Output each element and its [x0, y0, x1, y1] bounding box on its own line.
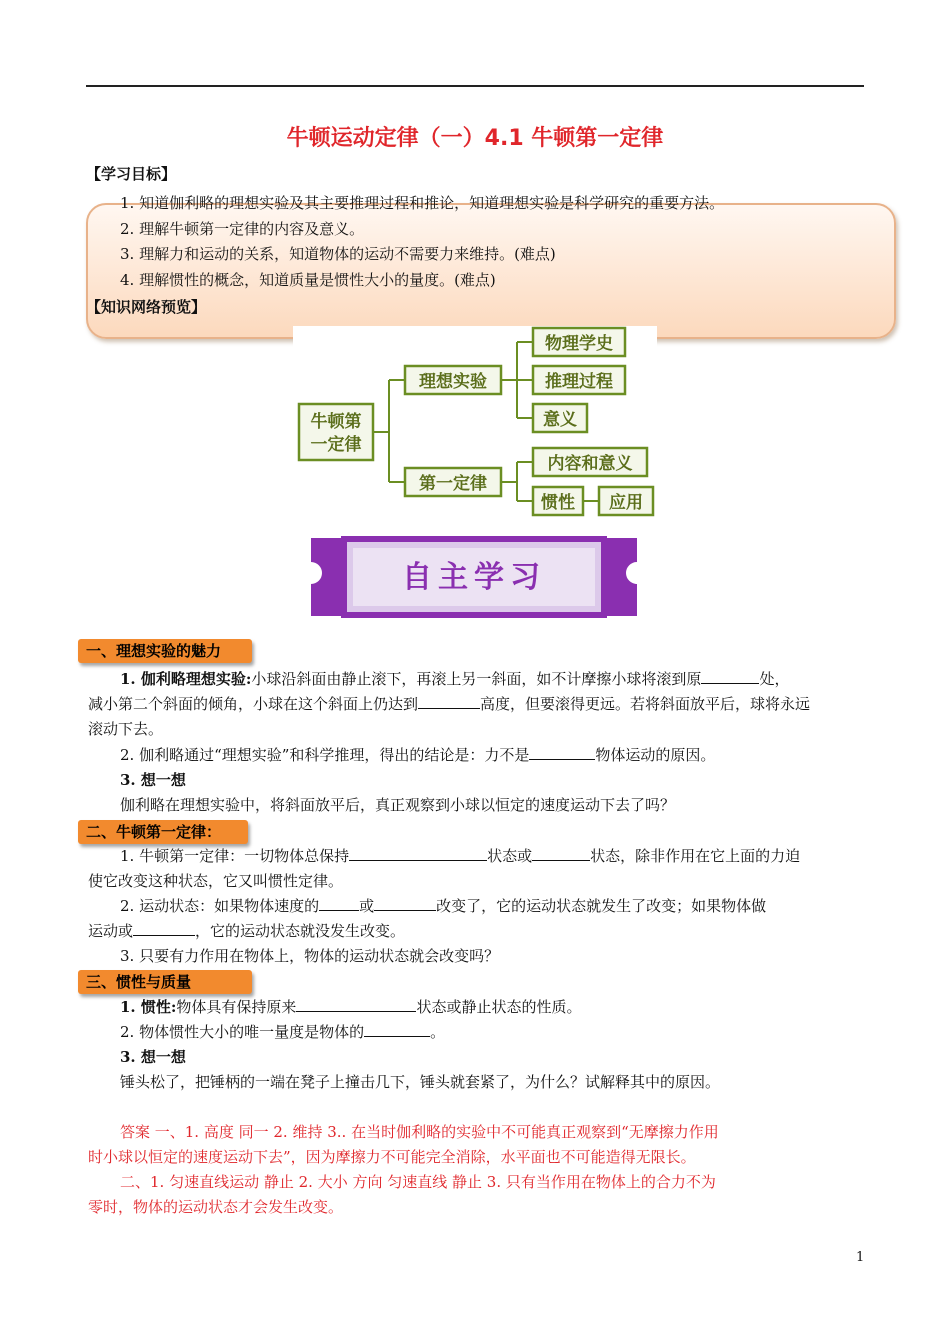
think-heading: 3. 想一想: [120, 771, 186, 789]
answer-line: 二、1. 匀速直线运动 静止 2. 大小 方向 匀速直线 静止 3. 只有当作用在物体上的合力不为: [120, 1173, 716, 1191]
answer-blank[interactable]: [418, 694, 480, 709]
network-header: 【知识网络预览】: [86, 298, 207, 316]
answer-blank[interactable]: [532, 846, 590, 861]
item-text: 或: [359, 897, 375, 915]
item-text: 高度，但要滚得更远。若将斜面放平后，球将永远: [480, 695, 811, 713]
diagram-root-text-2: 一定律: [310, 435, 362, 455]
diagram-text-content: 内容和意义: [547, 454, 633, 474]
goal-item: 1. 知道伽利略的理想实验及其主要推理过程和推论，知道理想实验是科学研究的重要方法。: [120, 194, 725, 212]
item-text: 物体具有保持原来: [176, 998, 297, 1016]
item-text: 状态或: [487, 847, 533, 865]
answer-blank[interactable]: [374, 896, 436, 911]
item-text: 运动或: [88, 922, 134, 940]
answer-line: 零时，物体的运动状态才会发生改变。: [88, 1198, 344, 1216]
banner-text: 自主学习: [402, 560, 546, 595]
diagram-text-inertia: 惯性: [541, 493, 575, 513]
goal-item: 3. 理解力和运动的关系，知道物体的运动不需要力来维持。(难点): [120, 245, 556, 263]
item-text: 改变了，它的运动状态就发生了改变；如果物体做: [436, 897, 767, 915]
answer-blank[interactable]: [701, 669, 759, 684]
item-text: 滚动下去。: [88, 720, 164, 738]
item-text: 使它改变这种状态，它又叫惯性定律。: [88, 872, 344, 890]
answer-blank[interactable]: [319, 896, 359, 911]
section-tab-first-law: 二、牛顿第一定律：: [78, 820, 248, 844]
answer-blank[interactable]: [364, 1022, 430, 1037]
section-tab-ideal-experiment: 一、理想实验的魅力: [78, 639, 252, 663]
think-question: 锤头松了，把锤柄的一端在凳子上撞击几下，锤头就套紧了，为什么？试解释其中的原因。: [120, 1073, 721, 1091]
diagram-text-history: 物理学史: [545, 334, 613, 354]
goal-item: 4. 理解惯性的概念，知道质量是惯性大小的量度。(难点): [120, 271, 496, 289]
think-question: 伽利略在理想实验中，将斜面放平后，真正观察到小球以恒定的速度运动下去了吗？: [120, 796, 676, 814]
page-title: 牛顿运动定律（一）4.1 牛顿第一定律: [286, 126, 664, 151]
item-text: 2. 运动状态：如果物体速度的: [120, 897, 320, 915]
diagram-text-ideal: 理想实验: [419, 372, 487, 392]
item-text: 物体运动的原因。: [595, 746, 716, 764]
diagram-text-law: 第一定律: [419, 474, 487, 494]
section-tab-inertia-mass: 三、惯性与质量: [78, 970, 252, 994]
answer-blank[interactable]: [133, 921, 195, 936]
item-text: ，它的运动状态就没发生改变。: [195, 922, 406, 940]
item-text: 处，: [759, 670, 790, 688]
item-text: 3. 只要有力作用在物体上，物体的运动状态就会改变吗？: [120, 947, 500, 965]
think-heading: 3. 想一想: [120, 1048, 186, 1066]
knowledge-network-diagram: [293, 326, 657, 518]
top-rule: [86, 85, 864, 87]
item-text: 减小第二个斜面的倾角，小球在这个斜面上仍达到: [88, 695, 419, 713]
item-text: 2. 物体惯性大小的唯一量度是物体的: [120, 1023, 365, 1041]
diagram-text-meaning: 意义: [543, 410, 577, 430]
self-study-banner: [303, 532, 645, 622]
page-number: 1: [856, 1250, 865, 1265]
item-text: 小球沿斜面由静止滚下，再滚上另一斜面，如不计摩擦小球将滚到原: [251, 670, 702, 688]
item-text: 。: [430, 1023, 446, 1041]
answer-blank[interactable]: [529, 745, 595, 760]
diagram-text-application: 应用: [609, 493, 643, 513]
answer-line: 时小球以恒定的速度运动下去”，因为摩擦力不可能完全消除，水平面也不可能造得无限长。: [88, 1148, 696, 1166]
answer-line: 答案 一、1. 高度 同一 2. 维持 3.. 在当时伽利略的实验中不可能真正观察到“无摩擦力作用: [120, 1123, 719, 1141]
item-text: 状态或静止状态的性质。: [416, 998, 582, 1016]
diagram-root-text-1: 牛顿第: [310, 412, 362, 432]
goal-item: 2. 理解牛顿第一定律的内容及意义。: [120, 220, 365, 238]
diagram-text-reasoning: 推理过程: [545, 372, 613, 392]
goals-header: 【学习目标】: [86, 165, 177, 183]
item-label: 1. 惯性:: [120, 998, 177, 1016]
answer-blank[interactable]: [296, 997, 416, 1012]
item-label: 1. 伽利略理想实验:: [120, 670, 252, 688]
answer-blank[interactable]: [349, 846, 487, 861]
item-text: 1. 牛顿第一定律：一切物体总保持: [120, 847, 350, 865]
item-text: 状态，除非作用在它上面的力迫: [590, 847, 801, 865]
item-text: 2. 伽利略通过“理想实验”和科学推理，得出的结论是：力不是: [120, 746, 530, 764]
